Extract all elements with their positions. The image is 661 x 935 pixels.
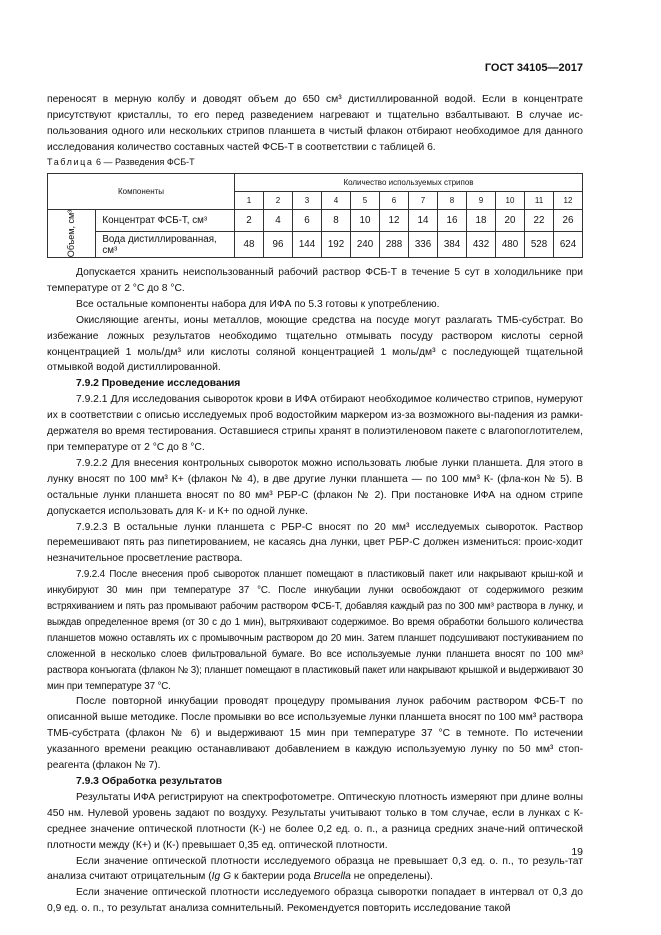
paragraph: 7.9.2.3 В остальные лунки планшета с РБР-С вносят по 20 мм³ исследуемых сывороток. Раствор перемешивают пять раз пипетированием, не касаясь дна лунки, цвет РБР-С должен измениться: проис-ходит незначительное просветление раствора. — [47, 521, 583, 565]
strip-number: 9 — [467, 192, 496, 210]
table-cell: 336 — [409, 232, 438, 258]
section-heading-7-9-3: 7.9.3 Обработка результатов — [76, 776, 223, 787]
paragraph: 7.9.2.4 После внесения проб сывороток планшет помещают в пластиковый пакет или накрывают крыш-кой и инкубируют 30 мин при температуре 37 °С. После инкубации лунки освобождают от содержимого резким встряхиванием и пять раз промывают рабочим раствором ФСБ-Т, добавляя каждый раз по 300 мм³ раствора в лунку, и выждав определенное время (от 30 с до 1 мин), вытряхивают содержимое. Во время обработки большого количества планшетов можно оставлять их с промывочным раствором до 20 мин. Затем планшет подсушивают постукиванием по сложенной в несколько слоев фильтровальной бумаге. Во все используемые лунки планшета вносят по 100 мм³ раствора конъюгата (флакон № 3); планшет помещают в пластиковый пакет или накрывают крышкой и выдерживают 30 мин при температуре 37 °С. — [47, 569, 583, 692]
header-components: Компоненты — [48, 174, 235, 210]
paragraph: Все остальные компоненты набора для ИФА по 5.3 готовы к употреблению. — [76, 298, 440, 310]
header-strip-count: Количество используемых стрипов — [235, 174, 583, 192]
table-cell: 240 — [351, 232, 380, 258]
paragraph: Результаты ИФА регистрируют на спектрофотометре. Оптическую плотность измеряют при длине волны 450 нм. Нулевой уровень задают по воздуху. Результаты учитывают только в том случае, если в лунках с К- среднее значение оптической плотности (К-) не более 0,2 ед. о. п., а разница средних значе-ний оптической плотности между (К+) и (К-) превышает 0,35 ед. оптической плотности. — [47, 791, 583, 851]
table-cell: 12 — [380, 210, 409, 232]
paragraph: 7.9.2.1 Для исследования сывороток крови в ИФА отбирают необходимое количество стрипов, нумеруют их в соответствии с описью исследуемых проб водостойким маркером из-за возможного вы-падения из рамки-держателя во время тестирования. Оставшиеся стрипы хранят в полиэтиленовом пакете с влагопоглотителем, при температуре от 2 °С до 8 °С. — [47, 394, 583, 453]
text-run: к бактерии рода — [231, 871, 314, 883]
volume-group-label: Объем, см³ — [48, 210, 96, 258]
table-cell: 26 — [554, 210, 583, 232]
strip-number: 11 — [525, 192, 554, 210]
paragraph: После повторной инкубации проводят процедуру промывания лунок рабочим раствором ФСБ-Т по описанной выше методике. После промывки во все используемые лунки планшета вносят по 100 мм³ раствора ТМБ-субстрата (флакон № 6) и выдерживают 15 мин при температуре 37 °С в темноте. По истечении указанного времени реакцию останавливают добавлением в каждую используемую лунку по 50 мм³ стоп-реагента (флакон № 7). — [47, 696, 583, 772]
table-cell: 4 — [264, 210, 293, 232]
table-row — [48, 210, 583, 232]
strip-number: 6 — [380, 192, 409, 210]
strip-number: 7 — [409, 192, 438, 210]
standard-number: ГОСТ 34105—2017 — [484, 62, 583, 74]
strip-number: 12 — [554, 192, 583, 210]
paragraph: Если значение оптической плотности исследуемого образца сыворотки попадает в интервал от 0,3 до 0,9 ед. о. п., то результат анализа сомнительный. Рекомендуется повторить исследование такой — [47, 887, 583, 915]
table-cell: 2 — [235, 210, 264, 232]
paragraph-top — [47, 92, 583, 156]
table-cell: 8 — [322, 210, 351, 232]
strip-number: 2 — [264, 192, 293, 210]
paragraph: Допускается хранить неиспользованный рабочий раствор ФСБ-Т в течение 5 сут в холодильнике при температуре от 2 °С до 8 °С. — [47, 267, 583, 294]
row-name: Концентрат ФСБ-Т, см³ — [96, 210, 235, 232]
table-cell: 18 — [467, 210, 496, 232]
table-cell: 624 — [554, 232, 583, 258]
row-name: Вода дистиллированная, см³ — [96, 232, 235, 258]
dilution-table — [47, 173, 583, 258]
italic-text: Brucella — [313, 871, 351, 883]
strip-number: 10 — [496, 192, 525, 210]
table-cell: 10 — [351, 210, 380, 232]
page-number: 19 — [571, 846, 583, 858]
caption-word: Таблица — [47, 157, 94, 167]
table-cell: 14 — [409, 210, 438, 232]
table-cell: 384 — [438, 232, 467, 258]
strip-number: 4 — [322, 192, 351, 210]
paragraph: Окисляющие агенты, ионы металлов, моющие средства на посуде могут разлагать ТМБ-субстрат. Во избежание ложных результатов необходимо тщательно отмывать посуду раствором кислоты серной концентрацией 1 моль/дм³ или кислоты соляной концентрацией 1 моль/дм³ с последующей тщательной отмывкой водой дистиллированной. — [47, 314, 583, 374]
table-cell: 22 — [525, 210, 554, 232]
table-cell: 6 — [293, 210, 322, 232]
section-heading-7-9-2: 7.9.2 Проведение исследования — [76, 378, 241, 390]
table-caption — [47, 157, 195, 167]
table-cell: 16 — [438, 210, 467, 232]
table-cell: 96 — [264, 232, 293, 258]
para-top-text: переносят в мерную колбу и доводят объем до 650 см³ дистиллированной водой. Если в концентрате присутствуют кристаллы, то его перед разведением нагревают и тщательно взбалтывают. В случае ис-пользования одного или нескольких стрипов планшета в чистый флакон отбирают необходимое для данного исследования количество составных частей ФСБ-Т в соответствии с таблицей 6. — [47, 94, 583, 153]
strip-number: 3 — [293, 192, 322, 210]
strip-number: 1 — [235, 192, 264, 210]
table-cell: 288 — [380, 232, 409, 258]
paragraph: 7.9.2.2 Для внесения контрольных сывороток можно использовать любые лунки планшета. Для этого в лунку вносят по 100 мм³ К+ (флакон № 4), в две другие лунки планшета — по 100 мм³ К- (фла-кон № 5). В остальные лунки планшета вносят по 80 мм³ РБР-С (флакон № 2). При постановке ИФА на одном стрипе допускается использовать для К- и К+ по одной лунке. — [47, 457, 583, 517]
caption-title: 6 — Разведения ФСБ-Т — [96, 157, 195, 167]
strip-number: 5 — [351, 192, 380, 210]
table-cell: 480 — [496, 232, 525, 258]
table-cell: 48 — [235, 232, 264, 258]
table-row — [48, 232, 583, 258]
text-run: не определены). — [350, 871, 433, 883]
italic-text: Ig G — [211, 871, 232, 883]
body-text-block — [47, 265, 583, 917]
table-cell: 192 — [322, 232, 351, 258]
text-run: Если значение оптической плотности исследуемого образца не превышает 0,3 ед. о. п., то резуль-тат анализа считают отрицательным ( — [47, 855, 583, 883]
strip-number: 8 — [438, 192, 467, 210]
table-cell: 144 — [293, 232, 322, 258]
table-cell: 20 — [496, 210, 525, 232]
table-cell: 432 — [467, 232, 496, 258]
paragraph — [47, 854, 583, 886]
table-cell: 528 — [525, 232, 554, 258]
